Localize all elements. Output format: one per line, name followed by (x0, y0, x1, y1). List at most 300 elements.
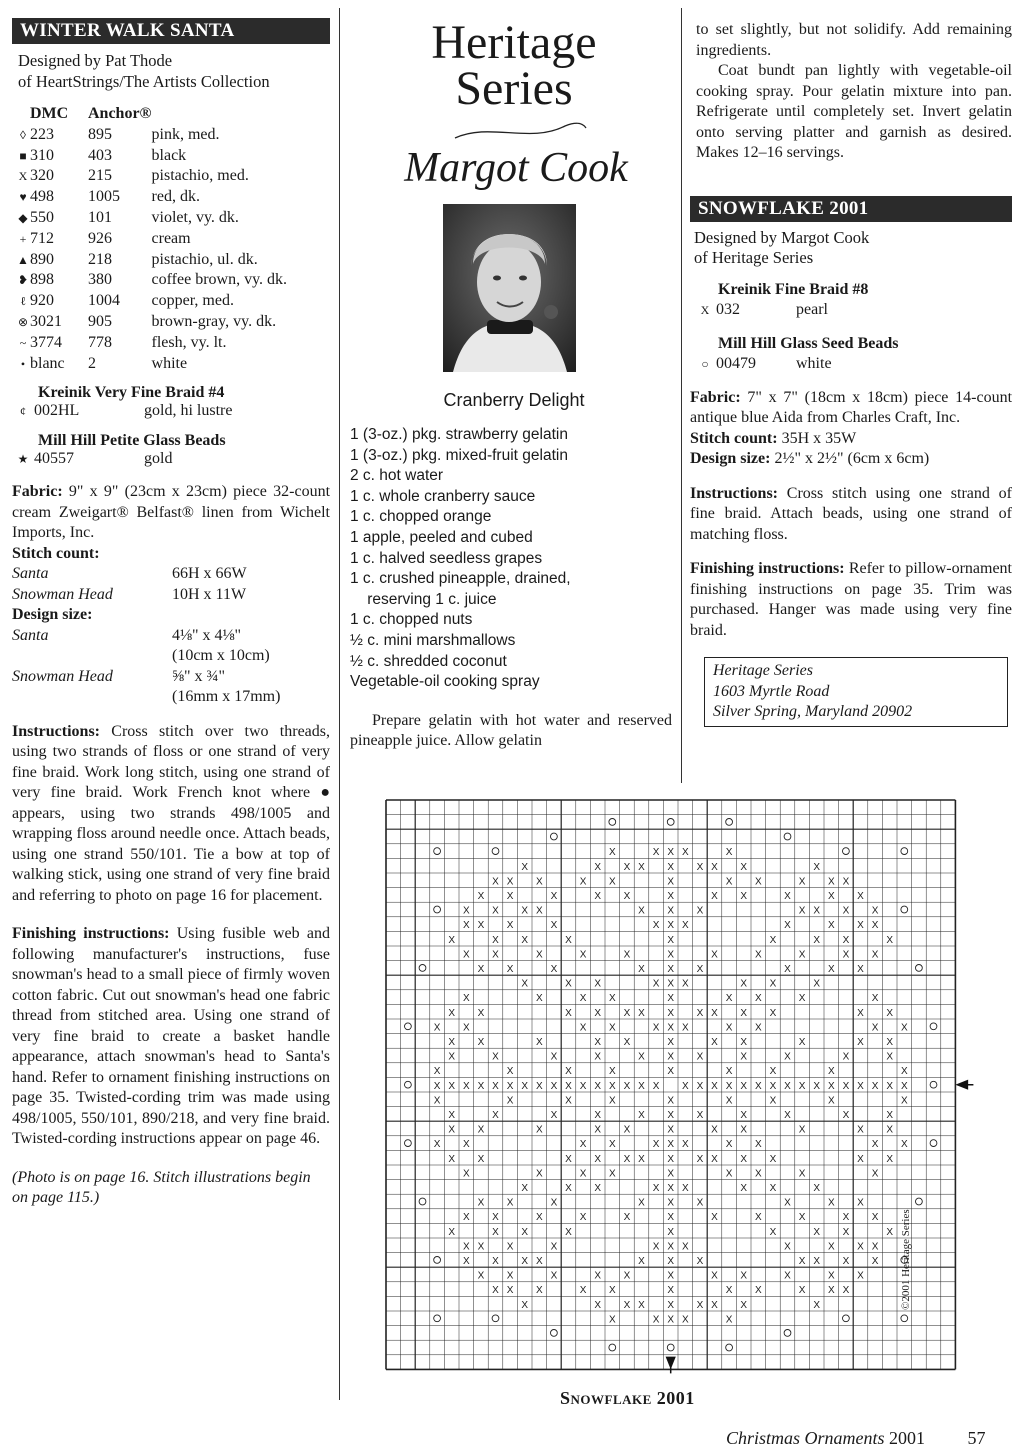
cross-stitch-mark: X (827, 890, 835, 902)
cross-stitch-mark: X (754, 1285, 762, 1297)
cross-stitch-mark: X (550, 1080, 558, 1092)
cross-stitch-mark: X (594, 978, 602, 990)
cross-stitch-mark: X (667, 963, 675, 975)
cross-stitch-mark: X (550, 1051, 558, 1063)
kreinik-symbol: ¢ (20, 404, 26, 419)
floss-symbol: ~ (19, 335, 27, 350)
recipe-title: Cranberry Delight (443, 390, 585, 410)
bead-mark (930, 1081, 937, 1088)
cross-stitch-mark: X (492, 905, 499, 917)
cross-stitch-mark: X (565, 934, 572, 946)
cross-stitch-mark: X (521, 1226, 529, 1238)
cross-stitch-mark: X (798, 1285, 806, 1297)
cross-stitch-mark: X (827, 1095, 835, 1107)
chart-grid (382, 796, 982, 1386)
cross-stitch-mark: X (725, 1168, 733, 1180)
cross-stitch-mark: X (462, 993, 470, 1005)
dmc-number: 920 (30, 292, 54, 310)
cross-stitch-mark: X (579, 1022, 587, 1034)
cross-stitch-mark: X (681, 1080, 689, 1092)
cross-stitch-mark: X (681, 847, 689, 859)
floss-row (16, 291, 287, 312)
floss-symbol: ⊗ (17, 314, 29, 329)
cross-stitch-mark: X (740, 1124, 748, 1136)
floss-row (16, 166, 287, 187)
column-rule-right (681, 8, 682, 783)
cross-stitch-mark: X (754, 949, 762, 961)
cross-stitch-mark: X (638, 1007, 645, 1019)
cross-stitch-mark: X (550, 920, 558, 932)
cross-stitch-mark: X (608, 1066, 616, 1078)
cross-stitch-mark: X (725, 876, 733, 888)
method-continued: to set slightly, but not solidify. Add remaining ingredients. (696, 21, 1012, 59)
cross-stitch-mark: X (769, 1182, 777, 1194)
bead-mark (916, 1198, 923, 1205)
floss-symbol: ▲ (17, 252, 29, 267)
cross-stitch-mark: X (696, 905, 704, 917)
cross-stitch-mark: X (623, 1080, 631, 1092)
cross-stitch-mark: X (769, 1066, 777, 1078)
cross-stitch-mark: X (638, 1153, 645, 1165)
cross-stitch-mark: X (711, 1153, 718, 1165)
cross-stitch-mark: X (681, 920, 689, 932)
cross-stitch-mark: X (871, 1212, 879, 1224)
cross-stitch-mark: X (506, 1095, 514, 1107)
color-name: pistachio, med. (151, 167, 249, 185)
cross-stitch-mark: X (448, 1109, 456, 1121)
cross-stitch-mark: X (565, 1182, 572, 1194)
anchor-number: 215 (88, 167, 112, 185)
bead-mark (434, 906, 441, 913)
cross-stitch-mark: X (638, 1255, 645, 1267)
cross-stitch-mark: X (521, 1080, 529, 1092)
cross-stitch-mark: X (827, 876, 835, 888)
cross-stitch-mark: X (433, 1022, 441, 1034)
bead-mark (930, 1140, 937, 1147)
cross-stitch-mark: X (623, 1153, 631, 1165)
cross-stitch-mark: X (886, 934, 894, 946)
cross-stitch-mark: X (638, 1299, 645, 1311)
dmc-number: 3774 (30, 333, 62, 351)
cross-stitch-mark: X (594, 1080, 602, 1092)
cross-stitch-mark: X (842, 1285, 850, 1297)
cross-stitch-mark: X (506, 1241, 514, 1253)
cross-stitch-mark: X (506, 876, 514, 888)
ingredient-item: Vegetable-oil cooking spray (350, 673, 540, 691)
cross-stitch-mark: X (740, 1299, 748, 1311)
cross-stitch-mark: X (842, 1051, 850, 1063)
anchor-number: 101 (88, 208, 112, 226)
cross-stitch-mark: X (652, 1080, 660, 1092)
cross-stitch-mark: X (477, 890, 485, 902)
floss-symbol: • (20, 356, 26, 371)
cross-stitch-mark: X (667, 920, 675, 932)
left-column (12, 0, 330, 1209)
cross-stitch-mark: X (784, 920, 791, 932)
floss-symbol: X (18, 169, 28, 184)
color-name: red, dk. (151, 188, 200, 206)
cross-stitch-mark: X (740, 978, 748, 990)
center-arrow-right (957, 1081, 973, 1089)
address-box: Heritage Series 1603 Myrtle Road Silver Spring, Maryland 20902 (704, 657, 1008, 727)
bead-mark (609, 819, 616, 826)
bead-mark (551, 1330, 558, 1337)
kreinik-section: Kreinik Fine Braid #8 X 032 pearl (718, 280, 1012, 320)
cross-stitch-mark: X (886, 1153, 894, 1165)
floss-row (16, 187, 287, 208)
dmc-number: 320 (30, 167, 54, 185)
bead-mark (609, 1344, 616, 1351)
french-knot-icon: ● (320, 784, 331, 802)
bead-mark (667, 819, 674, 826)
cross-stitch-mark: X (696, 1299, 704, 1311)
cross-stitch-mark: X (754, 1022, 762, 1034)
cross-stitch-mark: X (652, 847, 660, 859)
cross-stitch-mark: X (579, 876, 587, 888)
cross-stitch-mark: X (652, 1139, 660, 1151)
cross-stitch-mark: X (711, 1270, 718, 1282)
cross-stitch-mark: X (667, 1226, 675, 1238)
bead-mark (405, 1081, 412, 1088)
cross-stitch-mark: X (667, 978, 675, 990)
cross-stitch-mark: X (638, 1051, 645, 1063)
cross-stitch-mark: X (667, 1168, 675, 1180)
cross-stitch-mark: X (535, 1212, 543, 1224)
cross-stitch-mark: X (594, 1051, 602, 1063)
cross-stitch-mark: X (725, 1022, 733, 1034)
bead-mark (901, 906, 908, 913)
cross-stitch-mark: X (725, 1066, 733, 1078)
cross-stitch-mark: X (871, 993, 879, 1005)
cross-stitch-mark: X (477, 1197, 485, 1209)
cross-stitch-mark: X (638, 1197, 645, 1209)
cross-stitch-mark: X (769, 1095, 777, 1107)
cross-stitch-mark: X (623, 1036, 631, 1048)
cross-stitch-mark: X (565, 1066, 572, 1078)
cross-stitch-mark: X (608, 1314, 616, 1326)
cross-stitch-mark: X (769, 1153, 777, 1165)
cross-stitch-mark: X (506, 920, 514, 932)
cross-stitch-mark: X (711, 1124, 718, 1136)
floss-rows (16, 125, 287, 375)
cross-stitch-mark: X (565, 1226, 572, 1238)
cross-stitch-mark: X (638, 1109, 645, 1121)
cross-stitch-mark: X (798, 993, 806, 1005)
cross-stitch-mark: X (652, 1314, 660, 1326)
cross-stitch-mark: X (754, 993, 762, 1005)
method-start: Prepare gelatin with hot water and reserved pineapple juice. Allow gelatin (350, 711, 672, 750)
cross-stitch-mark: X (492, 1051, 499, 1063)
cross-stitch-mark: X (594, 890, 602, 902)
cross-stitch-mark: X (740, 1007, 748, 1019)
cross-stitch-mark: X (623, 1124, 631, 1136)
cross-stitch-mark: X (535, 1168, 543, 1180)
cross-stitch-mark: X (506, 1197, 514, 1209)
cross-stitch-mark: X (477, 963, 485, 975)
dmc-number: blanc (30, 354, 65, 372)
cross-stitch-mark: X (506, 963, 514, 975)
cross-stitch-mark: X (535, 905, 543, 917)
cross-stitch-mark: X (506, 1066, 514, 1078)
cross-stitch-mark: X (725, 1139, 733, 1151)
cross-stitch-mark: X (842, 1226, 850, 1238)
cross-stitch-mark: X (667, 1182, 675, 1194)
cross-stitch-mark: X (842, 949, 850, 961)
floss-symbol: ❥ (17, 273, 29, 288)
series-title: Heritage Series (431, 16, 597, 115)
cross-stitch-mark: X (696, 1051, 704, 1063)
floss-row (16, 146, 287, 167)
cross-stitch-mark: X (667, 890, 675, 902)
bead-mark (930, 1023, 937, 1030)
cross-stitch-mark: X (506, 1270, 514, 1282)
cross-stitch-mark: X (886, 1036, 894, 1048)
cross-stitch-mark: X (667, 1109, 675, 1121)
cross-stitch-mark: X (667, 1124, 675, 1136)
cross-stitch-mark: X (638, 861, 645, 873)
cross-stitch-mark: X (565, 1153, 572, 1165)
cross-stitch-mark: X (594, 1182, 602, 1194)
bead-mark (916, 965, 923, 972)
anchor-number: 1005 (88, 188, 120, 206)
cross-stitch-mark: X (827, 1285, 835, 1297)
floss-table (16, 104, 287, 374)
cross-stitch-mark: X (696, 1007, 704, 1019)
instructions-paragraph: Instructions: Cross stitch over two threads, using two strands of floss or one strand of very fine braid. Work long stitch, using one strand of very fine braid. Work French knot where ● appears, using two strands 498/1005 and wrapping floss around needle once. Attach beads, using one strand 550/101. Tie a bow at top of walking stick, using one strand of very fine braid and referring to photo on page 16 for placement. (12, 722, 331, 904)
cross-stitch-mark: X (492, 934, 499, 946)
bead-mark (843, 848, 850, 855)
page-number: 57 (967, 1428, 986, 1448)
cross-stitch-mark: X (871, 1241, 879, 1253)
cross-stitch-mark: X (681, 1241, 689, 1253)
cross-stitch-mark: X (579, 1285, 587, 1297)
cross-stitch-mark: X (725, 1314, 733, 1326)
anchor-number: 380 (88, 271, 112, 289)
cross-stitch-mark: X (681, 1182, 689, 1194)
cross-stitch-mark: X (871, 1139, 879, 1151)
chart-caption: Snowflake 2001 (560, 1388, 695, 1408)
cross-stitch-mark: X (711, 1007, 718, 1019)
cross-stitch-mark: X (477, 1124, 485, 1136)
cross-stitch-mark: X (608, 847, 616, 859)
cross-stitch-mark: X (886, 1007, 894, 1019)
cross-stitch-mark: X (857, 1007, 864, 1019)
cross-stitch-mark: X (711, 1212, 718, 1224)
cross-stitch-mark: X (608, 876, 616, 888)
cross-stitch-mark: X (462, 949, 470, 961)
ingredient-item: 1 c. whole cranberry sauce (350, 487, 536, 505)
cross-stitch-mark: X (462, 1255, 470, 1267)
cross-stitch-mark: X (740, 1036, 748, 1048)
bead-mark (551, 833, 558, 840)
cross-stitch-mark: X (740, 1051, 748, 1063)
cross-stitch-mark: X (754, 876, 762, 888)
ingredient-item: 1 apple, peeled and cubed (350, 528, 533, 546)
cross-stitch-mark: X (784, 890, 791, 902)
cross-stitch-mark: X (740, 861, 748, 873)
cross-stitch-mark: X (667, 1241, 675, 1253)
bead-mark (492, 848, 499, 855)
cross-stitch-mark: X (667, 1036, 675, 1048)
millhill-section: Mill Hill Glass Seed Beads ○ 00479 white (718, 334, 1012, 374)
cross-stitch-mark: X (842, 1080, 850, 1092)
millhill-section: Mill Hill Petite Glass Beads ★ 40557 gold (17, 432, 226, 468)
cross-stitch-mark: X (740, 1109, 748, 1121)
cross-stitch-mark: X (448, 1007, 456, 1019)
cross-stitch-mark: X (813, 1299, 821, 1311)
cross-stitch-mark: X (667, 861, 675, 873)
cross-stitch-mark: X (623, 861, 631, 873)
dmc-number: 712 (30, 229, 54, 247)
cross-stitch-mark: X (462, 905, 470, 917)
floss-symbol: ◊ (20, 127, 26, 142)
method-paragraph-2: Coat bundt pan lightly with vegetable-oil cooking spray. Pour gelatin mixture into pan. Refrigerate until completely set. Invert gelatin onto serving platter and garnish as desired. Makes 12–16 servings. (696, 62, 1012, 161)
cross-stitch-mark: X (754, 1212, 762, 1224)
cross-stitch-mark: X (462, 1139, 470, 1151)
fabric-paragraph: Fabric: 9" x 9" (23cm x 23cm) piece 32-count cream Zweigart® Belfast® linen from Wichelt Imports, Inc. (12, 483, 331, 542)
center-arrow-bottom (667, 1357, 675, 1373)
ingredient-item: 1 (3-oz.) pkg. mixed-fruit gelatin (350, 446, 568, 464)
dmc-number: 310 (30, 146, 54, 164)
floss-row (16, 333, 287, 354)
color-name: violet, vy. dk. (151, 208, 239, 226)
cross-stitch-mark: X (900, 1066, 908, 1078)
cross-stitch-mark: X (565, 978, 572, 990)
cross-stitch-mark: X (857, 1153, 864, 1165)
cross-stitch-mark: X (857, 890, 864, 902)
anchor-number: 403 (88, 146, 112, 164)
ingredient-item: 1 c. chopped orange (350, 508, 492, 526)
cross-stitch-mark: X (433, 1066, 441, 1078)
cross-stitch-mark: X (477, 1007, 485, 1019)
bead-mark (843, 1315, 850, 1322)
cross-stitch-mark: X (784, 1109, 791, 1121)
cross-stitch-mark: X (506, 1080, 514, 1092)
cross-stitch-mark: X (667, 1051, 675, 1063)
cross-stitch-mark: X (827, 1241, 835, 1253)
ingredient-item: 1 c. crushed pineapple, drained, (350, 570, 571, 588)
ingredient-list (350, 425, 672, 693)
cross-stitch-mark: X (638, 1080, 645, 1092)
cross-stitch-mark: X (433, 1139, 441, 1151)
cross-stitch-mark: X (462, 1168, 470, 1180)
cross-stitch-mark: X (594, 1036, 602, 1048)
cross-stitch-mark: X (550, 1241, 558, 1253)
cross-stitch-mark: X (594, 861, 602, 873)
anchor-number: 2 (88, 354, 96, 372)
cross-stitch-mark: X (711, 890, 718, 902)
dmc-number: 898 (30, 271, 54, 289)
cross-stitch-mark: X (813, 1255, 821, 1267)
cross-stitch-mark: X (769, 978, 777, 990)
cross-stitch-mark: X (477, 920, 485, 932)
cross-stitch-mark: X (667, 1285, 675, 1297)
color-name: copper, med. (151, 292, 234, 310)
cross-stitch-mark: X (638, 905, 645, 917)
cross-stitch-mark: X (769, 1080, 777, 1092)
cross-stitch-mark: X (667, 1095, 675, 1107)
dmc-number: 890 (30, 250, 54, 268)
cross-stitch-mark: X (623, 1212, 631, 1224)
cross-stitch-mark: X (521, 1255, 529, 1267)
cross-stitch-mark: X (638, 963, 645, 975)
cross-stitch-mark: X (550, 890, 558, 902)
cross-stitch-mark: X (798, 949, 806, 961)
cross-stitch-mark: X (857, 1124, 864, 1136)
cross-stitch-mark: X (506, 890, 514, 902)
cross-stitch-mark: X (448, 934, 456, 946)
cross-stitch-mark: X (871, 1168, 879, 1180)
color-name: brown-gray, vy. dk. (151, 312, 277, 330)
bead-mark (405, 1140, 412, 1147)
bead-mark (434, 1257, 441, 1264)
bead-mark (419, 1198, 426, 1205)
cross-stitch-mark: X (448, 1226, 456, 1238)
floss-row (16, 125, 287, 146)
cross-stitch-mark: X (667, 1270, 675, 1282)
anchor-column-head: Anchor® (88, 105, 152, 122)
cross-stitch-mark: X (857, 1241, 864, 1253)
cross-stitch-mark: X (535, 1255, 543, 1267)
cross-stitch-mark: X (579, 949, 587, 961)
color-name: coffee brown, vy. dk. (151, 271, 288, 289)
cross-stitch-mark: X (594, 1153, 602, 1165)
cross-stitch-mark: X (798, 1036, 806, 1048)
cross-stitch-mark: X (492, 876, 499, 888)
cross-stitch-mark: X (681, 978, 689, 990)
dmc-number: 3021 (30, 312, 62, 330)
star-symbol: ★ (17, 452, 29, 467)
stitch-count-block: Stitch count: Santa 66H x 66W Snowman Head 10H x 11W Design size: Santa 4⅛" x 4⅛" (10cm x 10cm) Snowman Head ⅝" x ¾" (16mm x 17mm) (12, 544, 281, 706)
cross-stitch-mark: X (754, 1139, 762, 1151)
cross-stitch-mark: X (754, 1168, 762, 1180)
cross-stitch-mark: X (521, 905, 529, 917)
cross-stitch-mark: X (900, 1022, 908, 1034)
cross-stitch-mark: X (667, 1314, 675, 1326)
cross-stitch-mark: X (667, 993, 675, 1005)
cross-stitch-mark: X (608, 1022, 616, 1034)
bead-mark (492, 1315, 499, 1322)
finishing-paragraph: Finishing instructions: Using fusible web and following manufacturer's instructions, fuse snowman's head to a small piece of firmly woven cotton fabric. Cut out snowman's head one fabric thread from stitched area. Using one strand of very fine braid to create a basket handle appearance, attach snowman's head to Santa's hand. Refer to ornament finishing instructions on page 35. Twisted-cording trim was made using 498/1005, 550/101, 890/218, and very fine braid. Twisted-cording instructions appear on page 46. (12, 925, 331, 1148)
cross-stitch-mark: X (784, 1241, 791, 1253)
cross-stitch-mark: X (681, 1022, 689, 1034)
cross-stitch-mark: X (506, 1285, 514, 1297)
cross-stitch-mark: X (521, 861, 529, 873)
ingredient-item: ½ c. mini marshmallows (350, 631, 516, 649)
cross-stitch-mark: X (594, 1007, 602, 1019)
cross-stitch-mark: X (740, 1270, 748, 1282)
anchor-number: 218 (88, 250, 112, 268)
cross-stitch-mark: X (462, 1022, 470, 1034)
cross-stitch-mark: X (711, 949, 718, 961)
cross-stitch-mark: X (900, 1139, 908, 1151)
bead-mark (726, 1344, 733, 1351)
cross-stitch-mark: X (827, 1080, 835, 1092)
ingredient-item: 1 c. halved seedless grapes (350, 549, 543, 567)
anchor-number: 895 (88, 125, 112, 143)
cross-stitch-mark: X (857, 1036, 864, 1048)
cross-stitch-mark: X (492, 949, 499, 961)
cross-stitch-mark: X (798, 1168, 806, 1180)
cross-stitch-mark: X (608, 1168, 616, 1180)
author-photo (443, 204, 576, 372)
cross-stitch-mark: X (798, 1212, 806, 1224)
cross-stitch-mark: X (667, 847, 675, 859)
cross-stitch-mark: X (477, 1153, 485, 1165)
cross-stitch-mark: X (857, 920, 864, 932)
cross-stitch-mark: X (784, 1080, 791, 1092)
cross-stitch-mark: X (565, 1007, 572, 1019)
